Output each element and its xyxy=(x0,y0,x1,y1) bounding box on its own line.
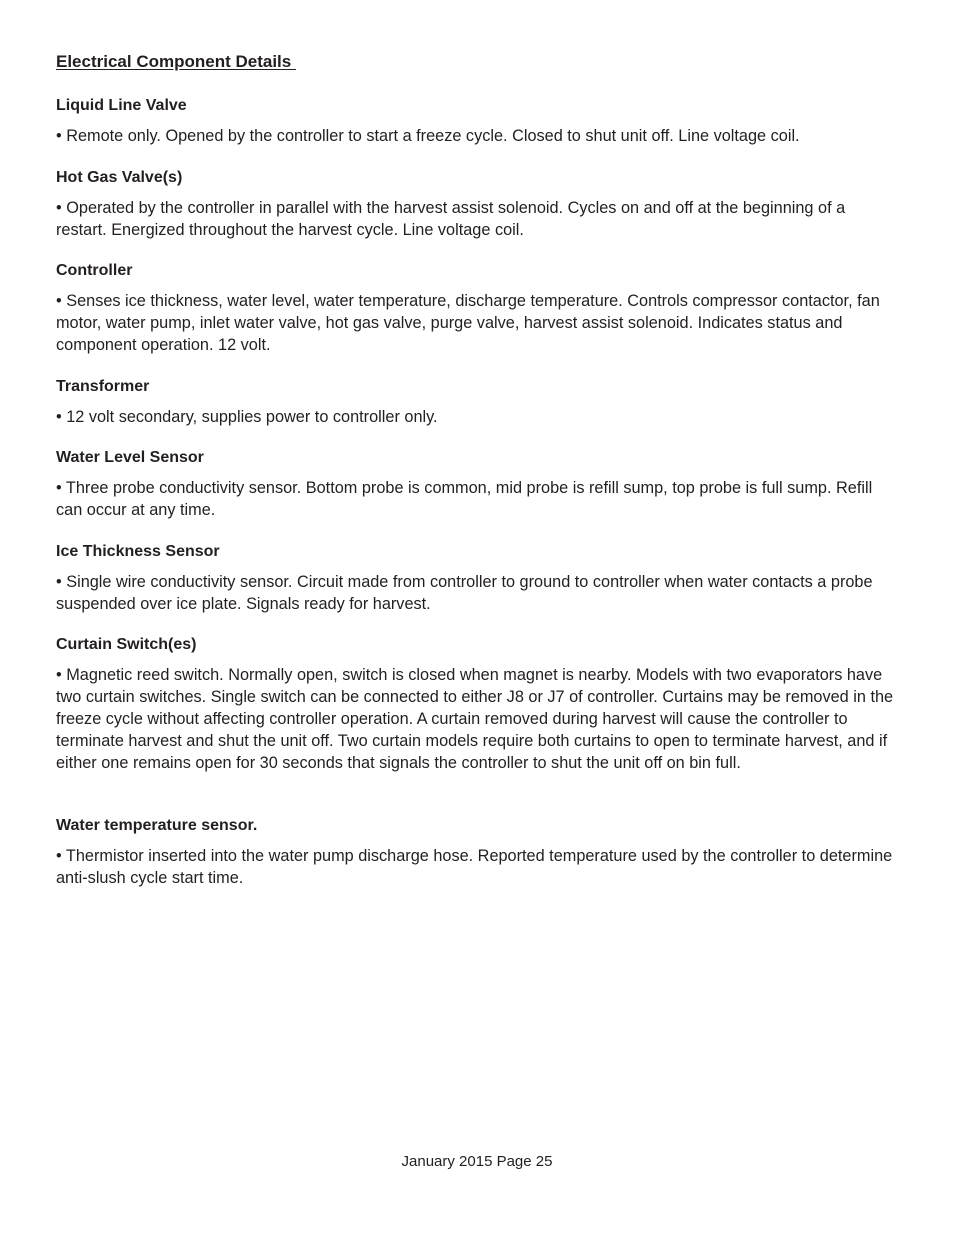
section-controller xyxy=(56,261,898,356)
page-footer: January 2015 Page 25 xyxy=(401,1153,553,1170)
section-body: • Senses ice thickness, water level, water temperature, discharge temperature. Controls compressor contactor, fan motor, water pump, inlet water valve, hot gas valve, purge valve, harvest assist solenoid. Indicates status and component operation. 12 volt. xyxy=(56,292,880,354)
section-transformer xyxy=(56,377,898,428)
section-body: • Three probe conductivity sensor. Bottom probe is common, mid probe is refill sump, top probe is full sump. Refill can occur at any time. xyxy=(56,479,873,519)
section-heading: Hot Gas Valve(s) xyxy=(56,169,183,186)
section-heading: Ice Thickness Sensor xyxy=(56,543,220,560)
section-body: • 12 volt secondary, supplies power to controller only. xyxy=(56,408,438,426)
section-body: • Operated by the controller in parallel with the harvest assist solenoid. Cycles on and off at the beginning of a restart. Energized throughout the harvest cycle. Line voltage coil. xyxy=(56,199,846,239)
section-body: • Thermistor inserted into the water pump discharge hose. Reported temperature used by the controller to determine anti-slush cycle start time. xyxy=(56,847,893,887)
page-title: Electrical Component Details xyxy=(56,52,296,71)
section-body: • Single wire conductivity sensor. Circuit made from controller to ground to controller when water contacts a probe suspended over ice plate. Signals ready for harvest. xyxy=(56,573,873,613)
section-heading: Water temperature sensor. xyxy=(56,817,258,834)
section-curtain-switches xyxy=(56,635,898,774)
section-heading: Transformer xyxy=(56,378,150,395)
section-heading: Liquid Line Valve xyxy=(56,97,187,114)
section-hot-gas-valves xyxy=(56,168,898,241)
section-body: • Remote only. Opened by the controller to start a freeze cycle. Closed to shut unit off. Line voltage coil. xyxy=(56,127,800,145)
section-heading: Curtain Switch(es) xyxy=(56,636,197,653)
section-ice-thickness-sensor xyxy=(56,542,898,615)
section-water-temperature-sensor xyxy=(56,816,898,889)
section-heading: Controller xyxy=(56,262,133,279)
section-body: • Magnetic reed switch. Normally open, switch is closed when magnet is nearby. Models with two evaporators have two curtain switches. Single switch can be connected to either J8 or J7 of controller. Curtains may be removed in the freeze cycle without affecting controller operation. A curtain removed during harvest will cause the controller to terminate harvest and shut the unit off. Two curtain models require both curtains to open to terminate harvest, and if either one remains open for 30 seconds that signals the controller to shut the unit off on bin full. xyxy=(56,666,894,772)
section-liquid-line-valve xyxy=(56,96,898,147)
section-heading: Water Level Sensor xyxy=(56,449,204,466)
section-water-level-sensor xyxy=(56,448,898,521)
